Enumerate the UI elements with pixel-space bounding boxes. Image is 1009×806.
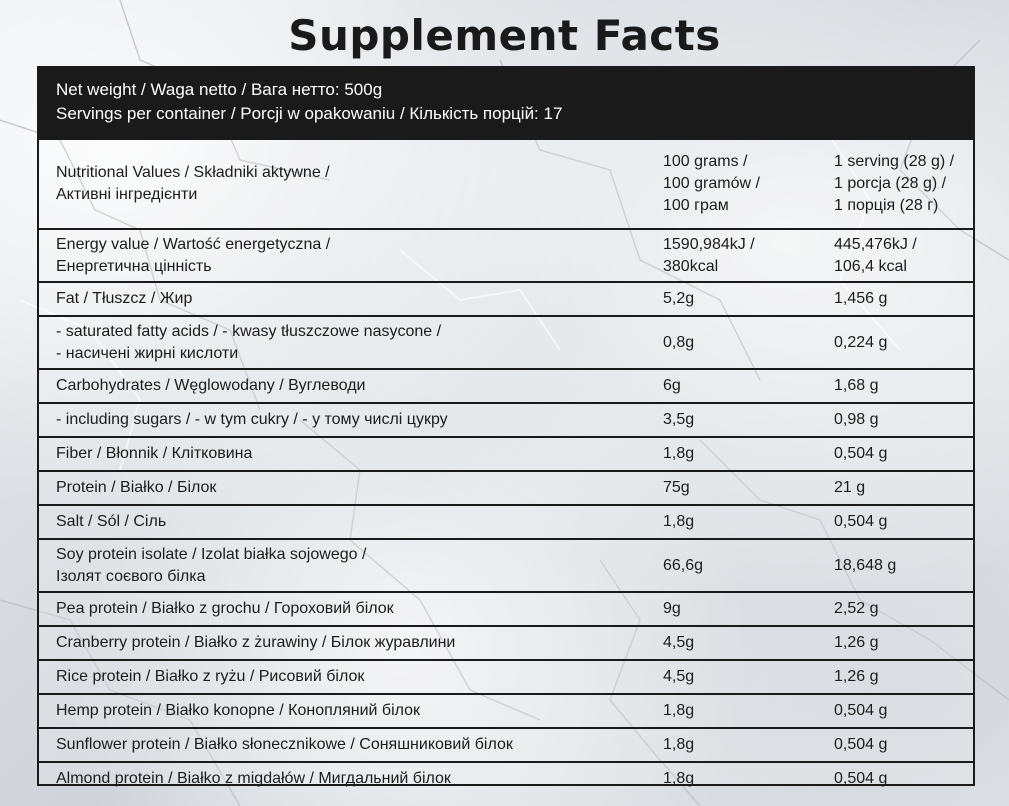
value-per-100g-text: 1,8g bbox=[663, 736, 695, 753]
value-per-serving bbox=[834, 506, 974, 538]
value-per-serving bbox=[834, 370, 974, 402]
value-per-100g bbox=[663, 763, 823, 795]
nutrient-name bbox=[56, 729, 646, 761]
nutrient-name bbox=[56, 472, 646, 504]
value-per-serving-text: 2,52 g bbox=[834, 600, 879, 617]
nutrient-name-text: Fiber / Błonnik / Клітковина bbox=[56, 445, 253, 462]
value-per-100g-text: 4,5g bbox=[663, 634, 695, 651]
page-title: Supplement Facts bbox=[288, 11, 721, 60]
value-per-serving-text: 0,504 g bbox=[834, 513, 888, 530]
servings-text: Servings per container / Porcji w opakowaniu / Кількість порцій: 17 bbox=[56, 104, 563, 123]
nutrient-name-text: Protein / Białko / Білок bbox=[56, 479, 217, 496]
value-per-100g-text: 1,8g bbox=[663, 445, 695, 462]
value-per-100g bbox=[663, 438, 823, 470]
value-per-serving bbox=[834, 230, 974, 281]
value-per-100g-text: 66,6g bbox=[663, 556, 704, 574]
value-per-serving-text: 18,648 g bbox=[834, 556, 897, 574]
value-per-100g bbox=[663, 317, 823, 368]
value-per-100g bbox=[663, 370, 823, 402]
facts-rows bbox=[39, 140, 973, 795]
value-per-serving bbox=[834, 661, 974, 693]
supplement-facts-table bbox=[37, 66, 975, 786]
value-per-100g-text: 0,8g bbox=[663, 333, 695, 351]
value-per-serving-text: 0,98 g bbox=[834, 411, 879, 428]
value-per-serving-text: 1,456 g bbox=[834, 290, 888, 307]
value-per-serving-text: 1,68 g bbox=[834, 377, 879, 394]
value-per-serving-text: 1,26 g bbox=[834, 668, 879, 685]
table-row bbox=[39, 761, 973, 795]
nutrient-name bbox=[56, 540, 646, 591]
value-per-serving bbox=[834, 438, 974, 470]
value-per-serving-text: 0,504 g bbox=[834, 736, 888, 753]
value-per-100g-text: 4,5g bbox=[663, 668, 695, 685]
value-per-serving bbox=[834, 472, 974, 504]
net-weight-text: Net weight / Waga netto / Вага нетто: 500g bbox=[56, 80, 383, 99]
table-row bbox=[39, 402, 973, 436]
value-per-serving bbox=[834, 317, 974, 368]
value-per-100g bbox=[663, 593, 823, 625]
nutrient-name-text: Carbohydrates / Węglowodany / Вуглеводи bbox=[56, 377, 366, 394]
header-box bbox=[39, 68, 973, 140]
table-row bbox=[39, 625, 973, 659]
value-per-100g bbox=[663, 627, 823, 659]
column-header-name bbox=[56, 140, 646, 228]
value-per-serving-text: 21 g bbox=[834, 479, 866, 496]
value-per-serving bbox=[834, 593, 974, 625]
nutrient-name-text: - including sugars / - w tym cukry / - у тому числі цукру bbox=[56, 411, 448, 428]
value-per-100g-text: 75g bbox=[663, 479, 690, 496]
value-per-100g bbox=[663, 540, 823, 591]
table-row bbox=[39, 228, 973, 281]
nutrient-name bbox=[56, 370, 646, 402]
value-per-serving bbox=[834, 404, 974, 436]
value-per-100g bbox=[663, 404, 823, 436]
column-header-per100-text: 100 grams / 100 gramów / 100 грам bbox=[663, 153, 760, 214]
nutrient-name bbox=[56, 283, 646, 315]
nutrient-name-text: - saturated fatty acids / - kwasy tłuszczowe nasycone / - насичені жирні кислоти bbox=[56, 322, 442, 362]
value-per-serving-text: 0,504 g bbox=[834, 770, 888, 787]
value-per-serving-text: 1,26 g bbox=[834, 634, 879, 651]
value-per-serving bbox=[834, 627, 974, 659]
nutrient-name bbox=[56, 317, 646, 368]
nutrient-name-text: Energy value / Wartość energetyczna / Енергетична цінність bbox=[56, 235, 331, 275]
table-row bbox=[39, 315, 973, 368]
table-row bbox=[39, 591, 973, 625]
value-per-serving-text: 0,504 g bbox=[834, 445, 888, 462]
value-per-serving-text: 0,504 g bbox=[834, 702, 888, 719]
table-row bbox=[39, 659, 973, 693]
value-per-100g bbox=[663, 695, 823, 727]
nutrient-name-text: Rice protein / Białko z ryżu / Рисовий білок bbox=[56, 668, 365, 685]
table-row bbox=[39, 727, 973, 761]
table-row bbox=[39, 281, 973, 315]
table-row bbox=[39, 436, 973, 470]
value-per-100g-text: 6g bbox=[663, 377, 681, 394]
nutrient-name bbox=[56, 593, 646, 625]
nutrient-name bbox=[56, 506, 646, 538]
nutrient-name bbox=[56, 661, 646, 693]
column-header-row bbox=[39, 140, 973, 228]
column-header-name-text: Nutritional Values / Składniki aktywne / Активні інгредієнти bbox=[56, 164, 330, 203]
nutrient-name-text: Pea protein / Białko z grochu / Гороховий білок bbox=[56, 600, 394, 617]
table-row bbox=[39, 504, 973, 538]
value-per-100g bbox=[663, 230, 823, 281]
column-header-per100 bbox=[663, 140, 823, 228]
nutrient-name bbox=[56, 695, 646, 727]
value-per-serving-text: 0,224 g bbox=[834, 333, 888, 351]
table-row bbox=[39, 470, 973, 504]
value-per-100g-text: 1,8g bbox=[663, 513, 695, 530]
value-per-serving bbox=[834, 729, 974, 761]
value-per-serving-text: 445,476kJ / 106,4 kcal bbox=[834, 235, 917, 275]
nutrient-name bbox=[56, 230, 646, 281]
nutrient-name-text: Hemp protein / Białko konopne / Конопляний білок bbox=[56, 702, 421, 719]
nutrient-name-text: Sunflower protein / Białko słonecznikowe / Соняшниковий білок bbox=[56, 736, 513, 753]
value-per-100g bbox=[663, 506, 823, 538]
value-per-100g bbox=[663, 472, 823, 504]
value-per-100g bbox=[663, 283, 823, 315]
nutrient-name-text: Almond protein / Białko z migdałów / Мигдальний білок bbox=[56, 770, 451, 787]
nutrient-name-text: Cranberry protein / Białko z żurawiny / Білок журавлини bbox=[56, 634, 456, 651]
column-header-serving bbox=[834, 140, 974, 228]
table-row bbox=[39, 368, 973, 402]
nutrient-name bbox=[56, 404, 646, 436]
value-per-100g-text: 1590,984kJ / 380kcal bbox=[663, 235, 755, 275]
column-header-serving-text: 1 serving (28 g) / 1 porcja (28 g) / 1 порція (28 г) bbox=[834, 153, 955, 214]
nutrient-name bbox=[56, 438, 646, 470]
value-per-serving bbox=[834, 540, 974, 591]
value-per-100g-text: 5,2g bbox=[663, 290, 695, 307]
nutrient-name-text: Soy protein isolate / Izolat białka sojowego / Ізолят соєвого білка bbox=[56, 545, 367, 585]
value-per-100g-text: 3,5g bbox=[663, 411, 695, 428]
table-row bbox=[39, 538, 973, 591]
value-per-100g-text: 9g bbox=[663, 600, 681, 617]
nutrient-name bbox=[56, 627, 646, 659]
value-per-100g-text: 1,8g bbox=[663, 702, 695, 719]
nutrient-name-text: Salt / Sól / Сіль bbox=[56, 513, 167, 530]
nutrient-name bbox=[56, 763, 646, 795]
value-per-100g-text: 1,8g bbox=[663, 770, 695, 787]
table-row bbox=[39, 693, 973, 727]
value-per-100g bbox=[663, 729, 823, 761]
value-per-serving bbox=[834, 763, 974, 795]
value-per-serving bbox=[834, 283, 974, 315]
nutrient-name-text: Fat / Tłuszcz / Жир bbox=[56, 290, 193, 307]
value-per-serving bbox=[834, 695, 974, 727]
value-per-100g bbox=[663, 661, 823, 693]
